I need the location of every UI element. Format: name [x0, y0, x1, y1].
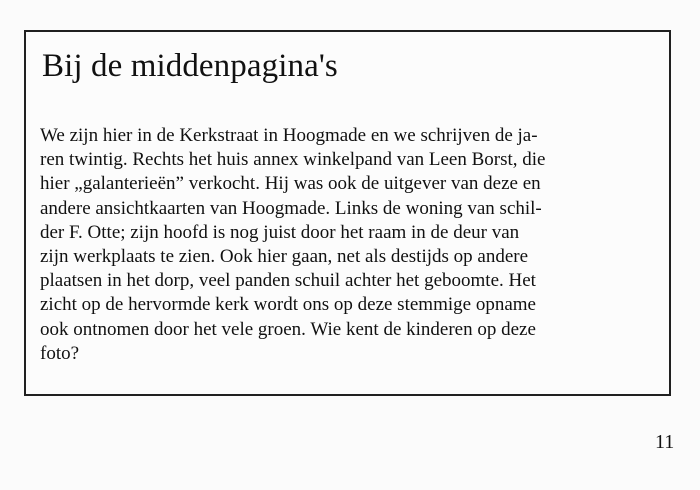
article-title: Bij de middenpagina's	[42, 48, 338, 84]
body-line: foto?	[40, 342, 80, 364]
body-line: der F. Otte; zijn hoofd is nog juist door het raam in de deur van	[40, 221, 520, 243]
body-line: zicht op de hervormde kerk wordt ons op deze stemmige opname	[40, 294, 536, 316]
article-box	[24, 30, 671, 396]
body-line: ren twintig. Rechts het huis annex winkelpand van Leen Borst, die	[40, 149, 546, 171]
body-line: ook ontnomen door het vele groen. Wie kent de kinderen op deze	[40, 318, 536, 340]
body-line: andere ansichtkaarten van Hoogmade. Links de woning van schil-	[40, 197, 542, 219]
page-number: 11	[655, 431, 675, 453]
body-line: zijn werkplaats te zien. Ook hier gaan, net als destijds op andere	[40, 246, 529, 268]
body-line: hier „galanterieën” verkocht. Hij was ook de uitgever van deze en	[40, 173, 541, 195]
body-line: We zijn hier in de Kerkstraat in Hoogmade en we schrijven de ja-	[40, 125, 538, 146]
body-line: plaatsen in het dorp, veel panden schuil achter het geboomte. Het	[40, 270, 536, 292]
article-body	[40, 124, 680, 366]
